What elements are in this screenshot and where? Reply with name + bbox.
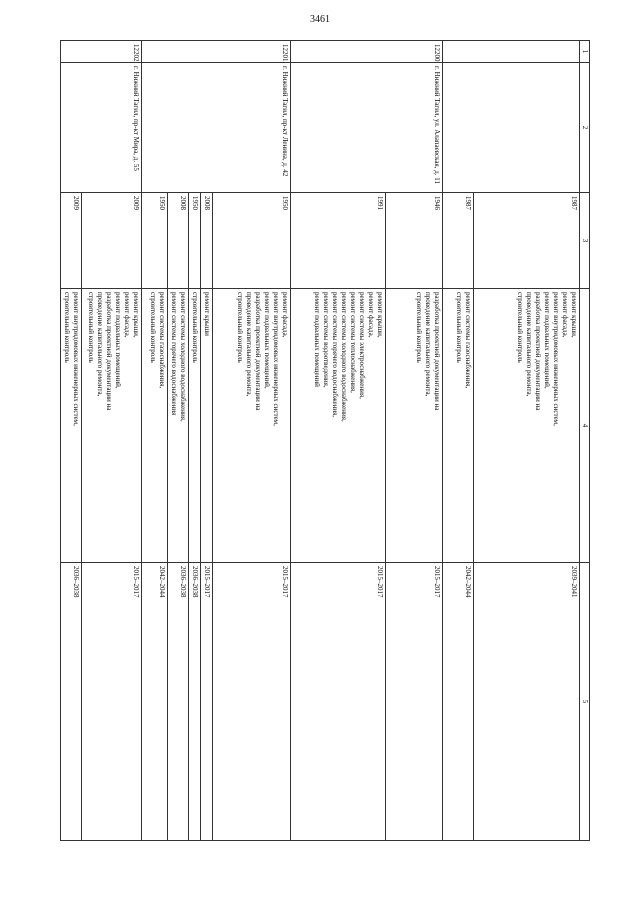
work-item: ремонт фасада, [367,292,376,338]
period-cell: 2042–2044 [142,563,168,841]
year-cell: 1991 [291,193,386,289]
work-item: ремонт крыши [203,292,212,336]
work-item: проведение капитального ремонта, [245,292,254,397]
table-row [82,41,142,841]
row-number-cell: 12200. [291,41,443,63]
address-cell: г. Нижний Тагил, пр-кт Ленина, д. 42 [142,63,291,193]
works-cell [82,289,142,563]
work-item: ремонт фасада, [281,292,290,338]
work-item: ремонт системы холодного водоснабжения, [179,292,188,422]
period-cell: 2015–2017 [82,563,142,841]
work-item: ремонт системы газоснабжения, [158,292,167,389]
work-item: проведение капитального ремонта, [525,292,534,397]
work-item: строительный контроль [149,292,158,363]
period-cell: 2042–2044 [443,563,474,841]
period-cell: 2015–2017 [386,563,443,841]
period-cell: 2015–2017 [213,563,291,841]
works-cell [142,289,168,563]
row-number-cell: 12202. [61,41,142,63]
work-item: ремонт системы холодного водоснабжения, [340,292,349,422]
period-cell: 2036–2038 [189,563,201,841]
row-number-cell [443,41,580,63]
year-cell: 1950 [189,193,201,289]
work-item: проведение капитального ремонта, [96,292,105,397]
year-cell: 1946 [386,193,443,289]
header-col-5: 5 [580,563,590,841]
work-item: строительный контроль [87,292,96,363]
work-item: ремонт подвальных помещений, [263,292,272,389]
work-item: ремонт подвальных помещений [313,292,322,387]
work-item: строительный контроль [63,292,72,363]
work-item: ремонт подвальных помещений, [114,292,123,389]
year-cell: 2008 [168,193,189,289]
year-cell: 1987 [474,193,580,289]
header-col-3: 3 [580,193,590,289]
work-item: проведение капитального ремонта, [424,292,433,397]
work-item: ремонт подвальных помещений, [543,292,552,389]
header-col-1: 1 [580,41,590,63]
works-cell [168,289,189,563]
table-row [213,41,291,841]
year-cell: 2009 [61,193,82,289]
works-cell [386,289,443,563]
works-cell [189,289,201,563]
work-item: ремонт фасада, [123,292,132,338]
work-item: разработка проектной документации на [105,292,114,411]
year-cell: 1950 [213,193,291,289]
period-cell: 2039–2041 [474,563,580,841]
work-item: ремонт системы водоотведения, [322,292,331,388]
works-cell [201,289,213,563]
year-cell: 1987 [443,193,474,289]
work-item: ремонт внутридомовых инженерных систем, [272,292,281,426]
address-cell [443,63,580,193]
repair-schedule-table [60,40,590,841]
work-item: ремонт системы горячего водоснабжения, [331,292,340,418]
work-item: строительный контроль [236,292,245,363]
row-number-cell: 12201. [142,41,291,63]
work-item: ремонт системы электроснабжения, [358,292,367,399]
period-cell: 2036–2038 [61,563,82,841]
period-cell: 2036–2038 [168,563,189,841]
work-item: строительный контроль [455,292,464,363]
works-cell [291,289,386,563]
period-cell: 2015–2017 [201,563,213,841]
header-col-4: 4 [580,289,590,563]
work-item: ремонт крыши, [132,292,141,338]
works-cell [213,289,291,563]
work-item: строительный контроль [415,292,424,363]
work-item: ремонт крыши, [376,292,385,338]
rotated-table-container [63,40,590,840]
work-item: ремонт фасада, [561,292,570,338]
work-item: ремонт внутридомовых инженерных систем, [552,292,561,426]
work-item: ремонт внутридомовых инженерных систем, [72,292,81,426]
year-cell: 2008 [201,193,213,289]
year-cell: 2009 [82,193,142,289]
table-row [474,41,580,841]
work-item: ремонт системы газоснабжения, [464,292,473,389]
works-cell [474,289,580,563]
works-cell [61,289,82,563]
work-item: ремонт системы теплоснабжения, [349,292,358,393]
table-row [386,41,443,841]
year-cell: 1950 [142,193,168,289]
work-item: разработка проектной документации на [433,292,442,411]
header-row [580,41,590,841]
period-cell: 2015–2017 [291,563,386,841]
address-cell: г. Нижний Тагил, ул. Алапаевская, д. 11 [291,63,443,193]
address-cell: г. Нижний Тагил, пр-кт Мира, д. 55 [61,63,142,193]
work-item: разработка проектной документации на [254,292,263,411]
work-item: строительный контроль [191,292,200,363]
works-cell [443,289,474,563]
work-item: ремонт системы горячего водоснабжения [170,292,179,416]
work-item: ремонт крыши, [570,292,579,338]
work-item: разработка проектной документации на [534,292,543,411]
work-item: строительный контроль [516,292,525,363]
header-col-2: 2 [580,63,590,193]
page-number: 3461 [310,14,330,25]
